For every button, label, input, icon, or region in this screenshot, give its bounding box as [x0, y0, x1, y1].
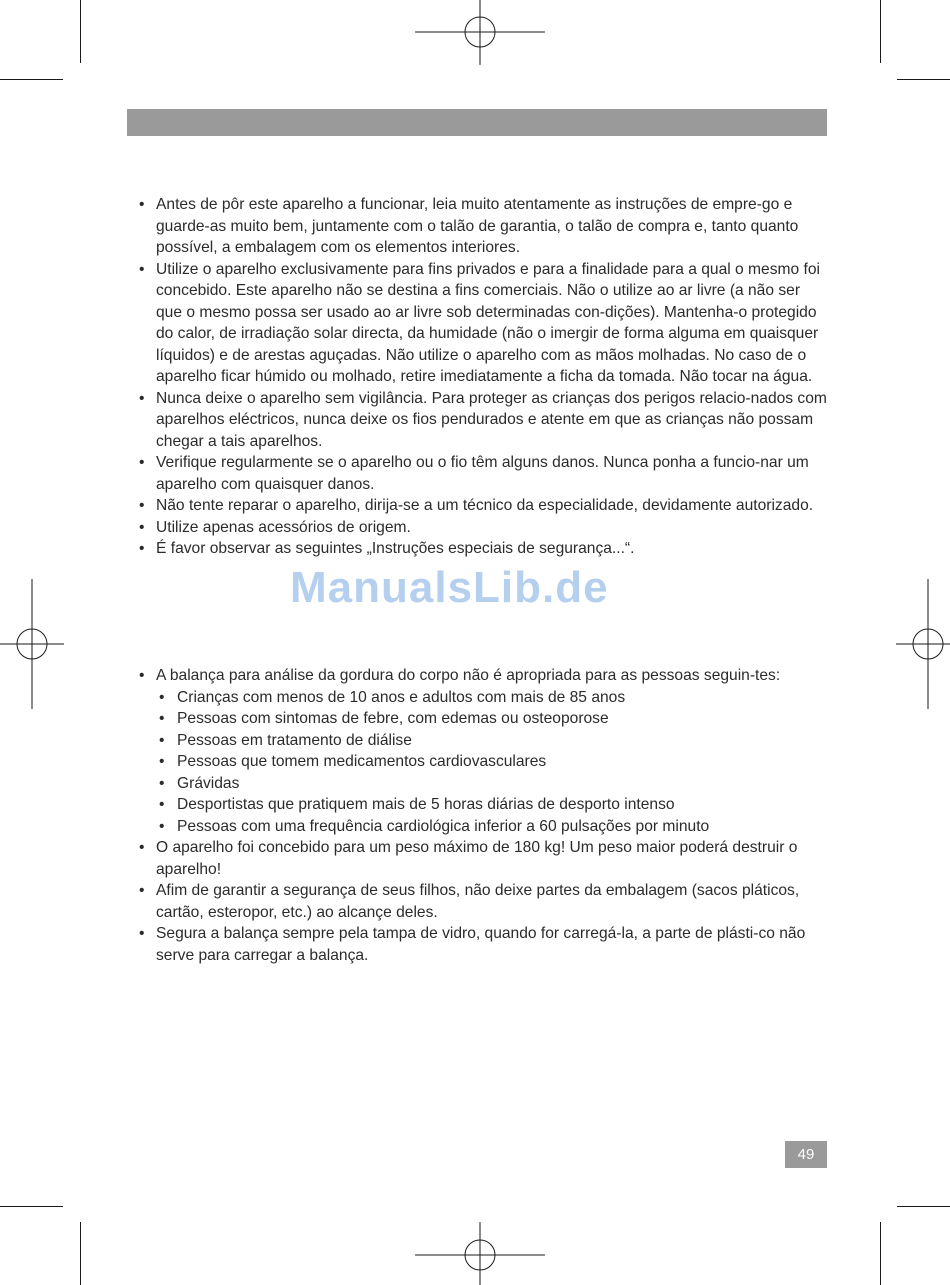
crop-mark — [897, 79, 950, 80]
list-item: • É favor observar as seguintes „Instruções especiais de segurança...“. — [138, 538, 828, 560]
list-item: • Utilize o aparelho exclusivamente para fins privados e para a finalidade para a qual o mesmo foi concebido. Este aparelho não se destina a fins comerciais. Não o utilize ao ar livre (a não ser que o mesmo possa ser usado ao ar livre sob determinadas con-dições). Mantenha-o protegido do calor, de irradiação solar directa, da humidade (não o imergir de forma alguma em quaisquer líquidos) e de arestas aguçadas. Não utilize o aparelho com as mãos molhadas. No caso de o aparelho ficar húmido ou molhado, retire imediatamente a ficha da tomada. Não tocar na água. — [138, 259, 828, 388]
general-safety-list — [138, 194, 828, 560]
list-item: • A balança para análise da gordura do corpo não é apropriada para as pessoas seguin-tes: — [138, 665, 828, 687]
sub-list-item: • Pessoas em tratamento de diálise — [138, 730, 828, 752]
list-item: • O aparelho foi concebido para um peso máximo de 180 kg! Um peso maior poderá destruir o aparelho! — [138, 837, 828, 880]
crop-mark — [0, 1206, 63, 1207]
header-bar — [127, 109, 827, 136]
crop-mark — [80, 1222, 81, 1285]
sub-list-item: • Desportistas que pratiquem mais de 5 horas diárias de desporto intenso — [138, 794, 828, 816]
registration-mark-top — [415, 0, 545, 65]
list-item: • Afim de garantir a segurança de seus filhos, não deixe partes da embalagem (sacos pláticos, cartão, esteropor, etc.) ao alcançe deles. — [138, 880, 828, 923]
crop-mark — [880, 1222, 881, 1285]
registration-mark-bottom — [415, 1222, 545, 1285]
list-item: • Segura a balança sempre pela tampa de vidro, quando for carregá-la, a parte de plásti-co não serve para carregar a balança. — [138, 923, 828, 966]
crop-mark — [0, 79, 63, 80]
sub-list-item: • Pessoas com sintomas de febre, com edemas ou osteoporose — [138, 708, 828, 730]
page-number: 49 — [785, 1141, 827, 1168]
list-item: • Verifique regularmente se o aparelho ou o fio têm alguns danos. Nunca ponha a funcio-nar um aparelho com quaisquer danos. — [138, 452, 828, 495]
special-safety-list — [138, 665, 828, 966]
crop-mark — [897, 1206, 950, 1207]
crop-mark — [80, 0, 81, 63]
list-item: • Não tente reparar o aparelho, dirija-se a um técnico da especialidade, devidamente autorizado. — [138, 495, 828, 517]
list-item: • Antes de pôr este aparelho a funcionar, leia muito atentamente as instruções de empre-go e guarde-as muito bem, juntamente com o talão de garantia, o talão de compra e, tanto quanto possível, a embalagem com os elementos interiores. — [138, 194, 828, 259]
sub-list-item: • Crianças com menos de 10 anos e adultos com mais de 85 anos — [138, 687, 828, 709]
crop-mark — [880, 0, 881, 63]
list-item: • Nunca deixe o aparelho sem vigilância. Para proteger as crianças dos perigos relacio-nados com aparelhos eléctricos, nunca deixe os fios pendurados e atente em que as crianças não possam chegar a tais aparelhos. — [138, 388, 828, 453]
registration-mark-left — [0, 579, 64, 709]
sub-list-item: • Grávidas — [138, 773, 828, 795]
watermark: ManualsLib.de — [290, 563, 609, 612]
sub-list-item: • Pessoas com uma frequência cardiológica inferior a 60 pulsações por minuto — [138, 816, 828, 838]
sub-list-item: • Pessoas que tomem medicamentos cardiovasculares — [138, 751, 828, 773]
registration-mark-right — [896, 579, 950, 709]
list-item: • Utilize apenas acessórios de origem. — [138, 517, 828, 539]
